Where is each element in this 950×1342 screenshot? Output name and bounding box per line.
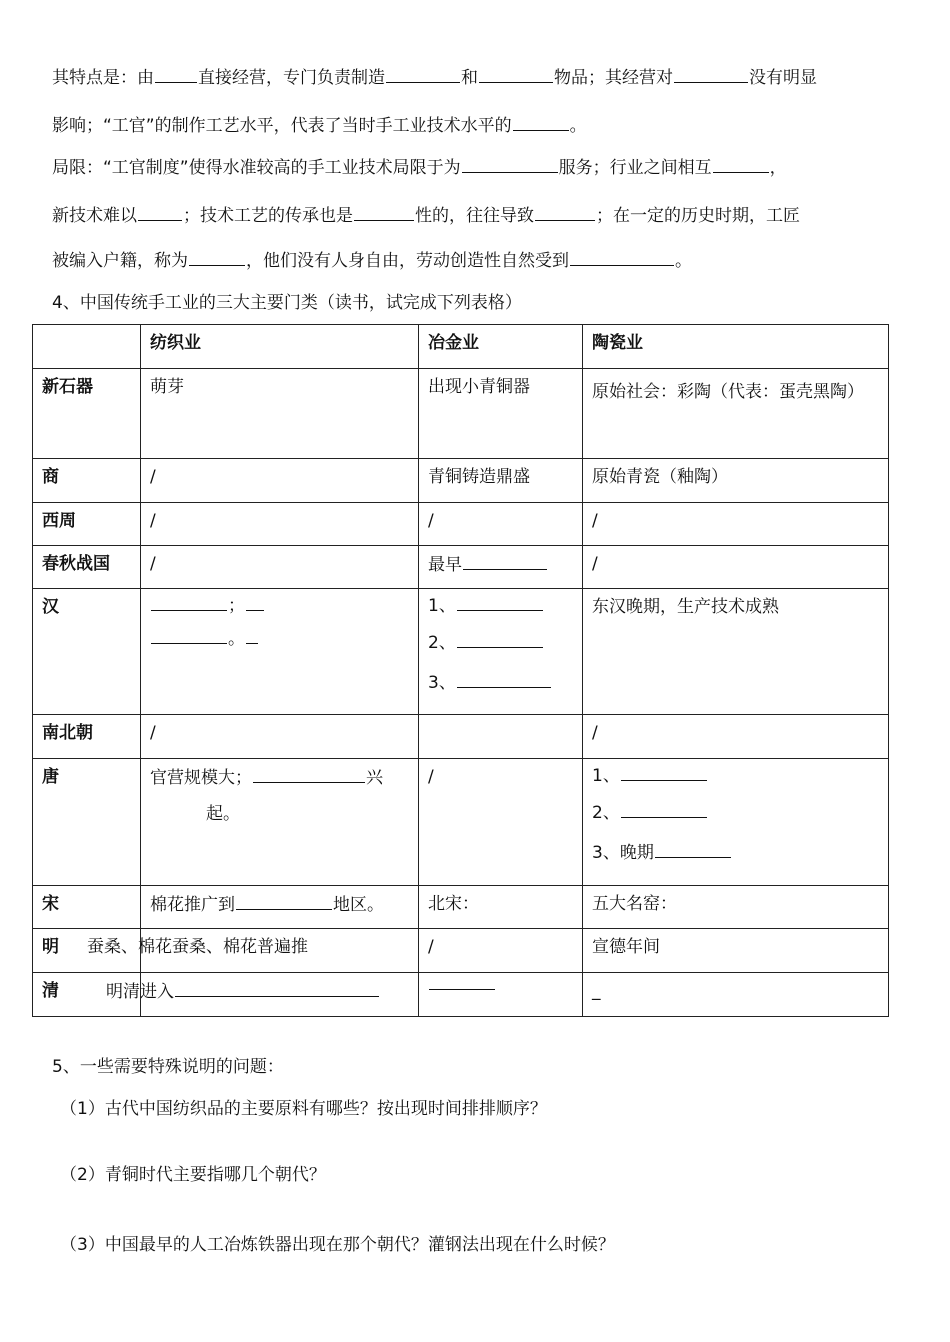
- table-row: [33, 715, 889, 759]
- table-cell: [419, 973, 583, 1017]
- table-row: [33, 886, 889, 929]
- table-cell: /: [583, 546, 889, 589]
- table-cell: [419, 589, 583, 715]
- table-cell: 出现小青铜器: [419, 369, 583, 459]
- table-row: [33, 369, 889, 459]
- table-row: [33, 929, 889, 973]
- fill-blank[interactable]: [246, 593, 264, 611]
- text: 其特点是：由: [52, 68, 154, 88]
- table-cell: /: [141, 715, 419, 759]
- text: 官营规模大；: [150, 768, 252, 788]
- fill-blank[interactable]: [354, 203, 414, 221]
- fill-blank[interactable]: [429, 972, 495, 990]
- para1-line2: [52, 111, 587, 136]
- era-cell: 南北朝: [33, 715, 141, 759]
- text: 影响；“工官”的制作工艺水平，代表了当时手工业技术水平的: [52, 116, 512, 136]
- table-cell: /: [419, 929, 583, 973]
- era-cell: 汉: [33, 589, 141, 715]
- fill-blank[interactable]: [155, 65, 197, 83]
- fill-blank[interactable]: [457, 630, 543, 648]
- table-cell: [97, 973, 375, 1017]
- text: 性的，往往导致: [415, 206, 534, 226]
- text: 物品；其经营对: [554, 68, 673, 88]
- table-cell: 萌芽: [141, 369, 419, 459]
- question-1: （1）古代中国纺织品的主要原料有哪些？按出现时间排排顺序？: [60, 1099, 547, 1119]
- header-cell: 冶金业: [419, 325, 583, 369]
- table-cell: [141, 589, 419, 715]
- table-row: [33, 589, 889, 715]
- table-cell: /: [141, 459, 419, 503]
- table-cell: 原始青瓷（釉陶）: [583, 459, 889, 503]
- text: 没有明显: [749, 68, 817, 88]
- text: 。: [228, 629, 245, 649]
- text: ；: [228, 596, 245, 616]
- fill-blank[interactable]: [151, 593, 227, 611]
- fill-blank[interactable]: [138, 203, 182, 221]
- fill-blank[interactable]: [151, 626, 227, 644]
- fill-blank[interactable]: [386, 65, 460, 83]
- text: 局限：“工官制度”使得水准较高的手工业技术局限于为: [52, 158, 461, 178]
- era-cell: 西周: [33, 503, 141, 546]
- table-cell: 青铜铸造鼎盛: [419, 459, 583, 503]
- fill-blank[interactable]: [713, 155, 769, 173]
- text: ，: [769, 158, 787, 178]
- text: 2、: [592, 803, 620, 823]
- table-cell: /: [141, 503, 419, 546]
- text: 最早: [428, 555, 462, 575]
- text: 2、: [428, 633, 456, 653]
- table-cell: /: [141, 546, 419, 589]
- fill-blank[interactable]: [175, 979, 379, 997]
- table-cell: 蚕桑、棉花蚕桑、棉花普遍推: [78, 929, 356, 973]
- text: 兴: [366, 768, 383, 788]
- question-2: （2）青铜时代主要指哪几个朝代？: [60, 1165, 326, 1185]
- table-cell: 原始社会：彩陶（代表：蛋壳黑陶）: [583, 369, 889, 459]
- para2-line1: [52, 153, 787, 178]
- text: 被编入户籍，称为: [52, 251, 188, 271]
- fill-blank[interactable]: [189, 248, 245, 266]
- era-cell: 商: [33, 459, 141, 503]
- table-cell: [419, 715, 583, 759]
- table-cell: 宣德年间: [583, 929, 889, 973]
- text: ；技术工艺的传承也是: [183, 206, 353, 226]
- fill-blank[interactable]: [246, 626, 258, 644]
- fill-blank[interactable]: [463, 552, 547, 570]
- table-cell: /: [583, 503, 889, 546]
- text: 棉花推广到: [150, 895, 235, 915]
- era-cell: 唐: [33, 759, 141, 886]
- table-row: [33, 459, 889, 503]
- text: 地区。: [333, 895, 384, 915]
- text: 服务；行业之间相互: [558, 158, 712, 178]
- table-cell: [419, 546, 583, 589]
- section4-title: 4、中国传统手工业的三大主要门类（读书，试完成下列表格）: [52, 293, 522, 313]
- table-row: [33, 973, 889, 1017]
- header-cell: 纺织业: [141, 325, 419, 369]
- fill-blank[interactable]: [674, 65, 748, 83]
- table-row: [33, 503, 889, 546]
- section5-title: 5、一些需要特殊说明的问题：: [52, 1057, 284, 1077]
- fill-blank[interactable]: [479, 65, 553, 83]
- fill-blank[interactable]: [655, 840, 731, 858]
- para2-line2: [52, 201, 800, 226]
- table-cell: /: [583, 715, 889, 759]
- fill-blank[interactable]: [535, 203, 595, 221]
- era-cell: 清: [33, 973, 141, 1017]
- fill-blank[interactable]: [621, 763, 707, 781]
- text: ，他们没有人身自由，劳动创造性自然受到: [246, 251, 569, 271]
- table-cell: /: [419, 759, 583, 886]
- text: ；在一定的历史时期，工匠: [596, 206, 800, 226]
- table-header-row: [33, 325, 889, 369]
- fill-blank[interactable]: [253, 765, 365, 783]
- para1-line1: [52, 63, 817, 88]
- text: 明清进入: [106, 982, 174, 1002]
- era-cell: 宋: [33, 886, 141, 929]
- table-row: [33, 759, 889, 886]
- fill-blank[interactable]: [513, 113, 569, 131]
- header-cell: 陶瓷业: [583, 325, 889, 369]
- table-cell: _: [583, 973, 889, 1017]
- table-cell: [141, 759, 419, 886]
- text: 。: [569, 116, 587, 136]
- era-cell: 新石器: [33, 369, 141, 459]
- text: 1、: [428, 596, 456, 616]
- para2-line3: [52, 246, 692, 271]
- fill-blank[interactable]: [570, 248, 674, 266]
- text: 新技术难以: [52, 206, 137, 226]
- header-cell-empty: [33, 325, 141, 369]
- question-3: （3）中国最早的人工冶炼铁器出现在那个朝代？灌钢法出现在什么时候？: [60, 1235, 615, 1255]
- text: 起。: [206, 804, 240, 824]
- text: 1、: [592, 766, 620, 786]
- text: 直接经营，专门负责制造: [198, 68, 385, 88]
- fill-blank[interactable]: [457, 593, 543, 611]
- era-cell: 春秋战国: [33, 546, 141, 589]
- table-cell: 北宋：: [419, 886, 583, 929]
- table-row: [33, 546, 889, 589]
- handicraft-table: [32, 324, 889, 1017]
- table-cell: [583, 759, 889, 886]
- fill-blank[interactable]: [621, 800, 707, 818]
- text: 3、晚期: [592, 843, 654, 863]
- table-cell: 东汉晚期，生产技术成熟: [583, 589, 889, 715]
- table-cell: 五大名窑：: [583, 886, 889, 929]
- fill-blank[interactable]: [236, 892, 332, 910]
- era-cell: 明: [33, 929, 141, 973]
- fill-blank[interactable]: [462, 155, 558, 173]
- text: 。: [675, 251, 692, 271]
- fill-blank[interactable]: [457, 670, 551, 688]
- table-cell: /: [419, 503, 583, 546]
- text: 和: [461, 68, 478, 88]
- text: 3、: [428, 673, 456, 693]
- table-cell: [141, 886, 419, 929]
